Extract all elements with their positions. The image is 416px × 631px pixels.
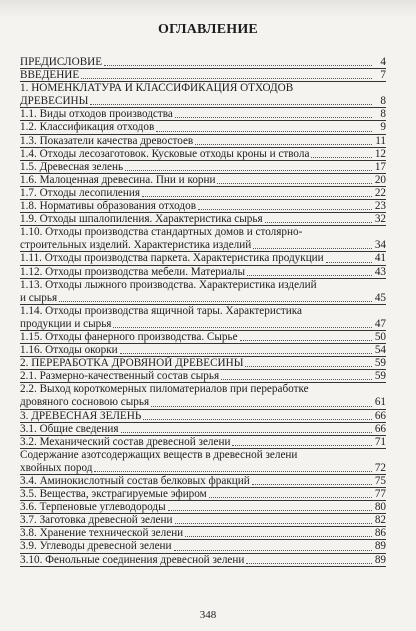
toc-entry — [20, 148, 386, 161]
toc-entry — [20, 213, 386, 226]
dot-leader — [247, 275, 372, 276]
toc-entry-title: 1.2. Классификация отходов — [20, 121, 155, 134]
faded-header-strip — [0, 0, 416, 18]
toc-entry-title: 1.4. Отходы лесозаготовок. Кусковые отходы кроны и ствола — [20, 147, 310, 160]
dot-leader — [121, 432, 373, 433]
toc-entry-page: 59 — [374, 357, 386, 370]
toc-entry-page: 20 — [374, 173, 386, 186]
toc-entry — [20, 161, 386, 174]
toc-entry-title: 1.16. Отходы окорки — [20, 344, 118, 357]
toc-entry — [20, 82, 386, 108]
toc-entry-page: 23 — [374, 200, 386, 213]
toc-entry-page: 89 — [374, 553, 386, 566]
toc-entry-page: 86 — [374, 527, 386, 540]
dot-leader — [94, 471, 372, 472]
toc-entry-page: 82 — [374, 514, 386, 527]
toc-entry-title: ПРЕДИСЛОВИЕ — [20, 56, 103, 68]
toc-entry — [20, 305, 386, 331]
toc-entry-page: 66 — [374, 422, 386, 435]
toc-entry-title: 1.1. Виды отходов производства — [20, 108, 173, 121]
toc-entry-title: 3.2. Механический состав древесной зелени — [20, 435, 231, 448]
dot-leader — [113, 327, 372, 328]
toc-entry-title: дровяного сосновою сырья — [20, 396, 150, 409]
toc-entry — [20, 252, 386, 265]
table-of-contents — [20, 56, 386, 567]
toc-entry-title: 3.1. Общие сведения — [20, 422, 119, 435]
toc-entry-page: 77 — [374, 488, 386, 501]
toc-entry-page: 50 — [374, 330, 386, 343]
dot-leader — [104, 65, 372, 66]
toc-entry-page: 71 — [374, 435, 386, 448]
toc-entry — [20, 383, 386, 409]
toc-entry-title: 1.8. Нормативы образования отходов — [20, 200, 196, 213]
toc-entry-title: и сырья — [20, 291, 58, 304]
toc-entry — [20, 135, 386, 148]
toc-entry — [20, 121, 386, 134]
toc-entry-title: 1.3. Показатели качества древостоев — [20, 134, 194, 147]
dot-leader — [59, 301, 372, 302]
dot-leader — [142, 196, 372, 197]
toc-entry-page: 9 — [380, 121, 386, 134]
dot-leader — [90, 104, 372, 105]
toc-entry-title: 3.10. Фенольные соединения древесной зелени — [20, 553, 245, 566]
dot-leader — [185, 536, 372, 537]
dot-leader — [175, 117, 372, 118]
toc-entry-page: 8 — [380, 108, 386, 121]
toc-entry-title: ВВЕДЕНИЕ — [20, 69, 80, 82]
toc-entry — [20, 266, 386, 279]
toc-entry — [20, 410, 386, 423]
dot-leader — [217, 183, 372, 184]
toc-entry-title: 3.9. Углеводы древесной зелени — [20, 540, 172, 553]
dot-leader — [143, 419, 372, 420]
dot-leader — [253, 248, 372, 249]
toc-entry — [20, 475, 386, 488]
dot-leader — [311, 157, 372, 158]
dot-leader — [174, 550, 372, 551]
toc-entry-page: 17 — [374, 160, 386, 173]
toc-entry-page: 41 — [374, 252, 386, 265]
toc-entry — [20, 423, 386, 436]
toc-entry — [20, 56, 386, 69]
dot-leader — [252, 484, 372, 485]
toc-entry-title: 3.4. Аминокислотный состав белковых фракций — [20, 475, 250, 487]
toc-entry-title: 1.6. Малоценная древесина. Пни и корни — [20, 173, 216, 186]
toc-entry-title: 1.7. Отходы лесопиления — [20, 186, 141, 199]
toc-entry-title: 3.7. Заготовка древесной зелени — [20, 514, 173, 527]
toc-entry — [20, 554, 386, 567]
toc-entry — [20, 108, 386, 121]
toc-entry-page: 32 — [374, 213, 386, 226]
toc-entry-title: 2.1. Размерно-качественный состав сырья — [20, 370, 220, 383]
toc-entry — [20, 514, 386, 527]
toc-entry-title-line: 2.2. Выход короткомерных пиломатериалов при переработке — [20, 383, 309, 396]
toc-entry-title: 1.5. Древесная зелень — [20, 160, 124, 173]
toc-entry-title: строительных изделий. Характеристика изделий — [20, 239, 252, 252]
dot-leader — [326, 262, 372, 263]
dot-leader — [240, 340, 372, 341]
toc-entry-title: 1.15. Отходы фанерного производства. Сырье — [20, 330, 238, 343]
dot-leader — [120, 353, 372, 354]
toc-entry-title: 1.9. Отходы шпалопиления. Характеристика сырья — [20, 213, 263, 226]
toc-entry-title: ДРЕВЕСИНЫ — [20, 95, 89, 108]
toc-entry-page: 8 — [380, 95, 386, 108]
dot-leader — [151, 406, 372, 407]
toc-entry-title: 3. ДРЕВЕСНАЯ ЗЕЛЕНЬ — [20, 409, 142, 422]
toc-entry-title: 1.12. Отходы производства мебели. Материалы — [20, 265, 246, 278]
toc-entry-page: 47 — [374, 317, 386, 330]
toc-entry-title-line: 1. НОМЕНКЛАТУРА И КЛАССИФИКАЦИЯ ОТХОДОВ — [20, 82, 294, 95]
toc-entry-page: 43 — [374, 265, 386, 278]
toc-entry-title: 3.5. Вещества, экстрагируемые эфиром — [20, 488, 207, 501]
toc-entry — [20, 344, 386, 357]
dot-leader — [265, 222, 372, 223]
toc-entry — [20, 527, 386, 540]
dot-leader — [125, 170, 372, 171]
dot-leader — [175, 523, 372, 524]
toc-entry — [20, 174, 386, 187]
toc-entry — [20, 331, 386, 344]
dot-leader — [209, 497, 372, 498]
toc-entry — [20, 488, 386, 501]
toc-entry — [20, 226, 386, 252]
toc-entry — [20, 200, 386, 213]
dot-leader — [245, 366, 372, 367]
dot-leader — [156, 131, 372, 132]
toc-entry-page: 80 — [374, 501, 386, 514]
page-number: 348 — [199, 609, 217, 621]
toc-entry-page: 11 — [375, 134, 386, 147]
toc-entry-title: 2. ПЕРЕРАБОТКА ДРОВЯНОЙ ДРЕВЕСИНЫ — [20, 357, 244, 370]
toc-entry-page: 89 — [374, 540, 386, 553]
toc-entry-title-line: 1.10. Отходы производства стандартных домов и столярно- — [20, 226, 303, 239]
toc-entry — [20, 279, 386, 305]
page-title: ОГЛАВЛЕНИЕ — [158, 22, 258, 37]
toc-entry-page: 59 — [374, 370, 386, 383]
toc-entry — [20, 540, 386, 553]
toc-entry-page: 12 — [374, 147, 386, 160]
toc-entry — [20, 69, 386, 82]
toc-entry-title: хвойных пород — [20, 461, 93, 474]
toc-entry-page: 61 — [374, 396, 386, 409]
toc-entry-title: 3.8. Хранение технической зелени — [20, 527, 184, 540]
toc-entry-title-line: Содержание азотсодержащих веществ в древесной зелени — [20, 448, 298, 461]
toc-entry-title: 3.6. Терпеновые углеводороды — [20, 501, 166, 514]
toc-entry-page: 22 — [374, 186, 386, 199]
entry-rule — [20, 566, 386, 567]
dot-leader — [246, 563, 372, 564]
dot-leader — [232, 445, 372, 446]
toc-entry — [20, 501, 386, 514]
dot-leader — [195, 144, 372, 145]
toc-entry-page: 45 — [374, 291, 386, 304]
toc-entry-page: 75 — [374, 475, 386, 487]
dot-leader — [221, 379, 372, 380]
toc-entry — [20, 449, 386, 475]
toc-entry-page: 34 — [374, 239, 386, 252]
toc-entry — [20, 357, 386, 370]
toc-entry-page: 72 — [374, 461, 386, 474]
toc-entry-page: 7 — [380, 69, 386, 82]
toc-entry-page: 54 — [374, 344, 386, 357]
toc-entry-page: 4 — [380, 56, 386, 68]
dot-leader — [198, 209, 372, 210]
toc-entry-title: 1.11. Отходы производства паркета. Характеристика продукции — [20, 252, 324, 265]
toc-entry — [20, 370, 386, 383]
toc-entry-title: продукции и сырья — [20, 317, 112, 330]
toc-entry — [20, 187, 386, 200]
dot-leader — [81, 78, 372, 79]
toc-entry — [20, 436, 386, 449]
dot-leader — [168, 510, 372, 511]
toc-entry-page: 66 — [374, 409, 386, 422]
toc-entry-title-line: 1.13. Отходы лыжного производства. Характеристика изделий — [20, 278, 317, 291]
toc-entry-title-line: 1.14. Отходы производства ящичной тары. Характеристика — [20, 304, 302, 317]
